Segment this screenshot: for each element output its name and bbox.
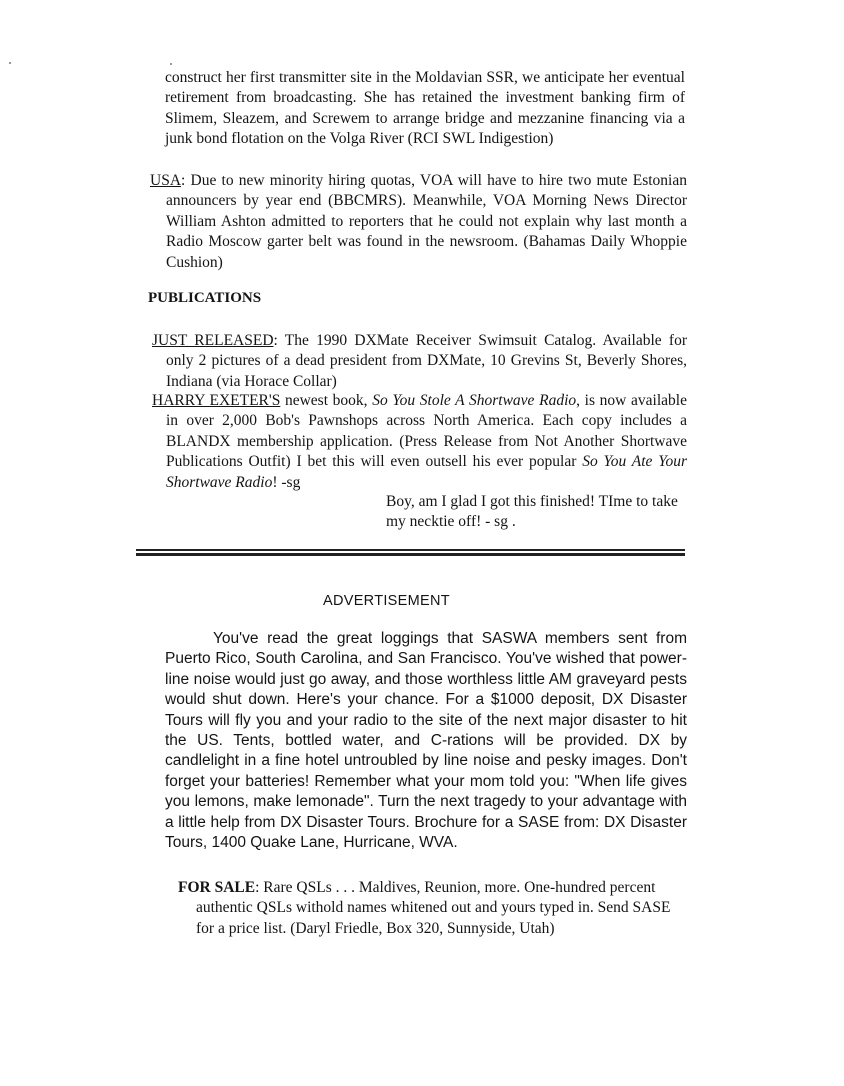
just-released-text: : The 1990 DXMate Receiver Swimsuit Catalog. Available for only 2 pictures of a dead president from DXMate, 10 Grevins St, Beverly Shores, Indiana (via Horace Collar) bbox=[166, 332, 687, 390]
advertisement-body bbox=[165, 629, 687, 853]
publication-item-harry-exeter bbox=[152, 391, 687, 493]
advertisement-text: You've read the great loggings that SASWA members sent from Puerto Rico, South Carolina, and San Francisco. You've wished that power-line noise would just go away, and those worthless little AM graveyard pests would shut down. Here's your chance. For a $1000 deposit, DX Disaster Tours will fly you and your radio to the site of the next major disaster to hit the US. Tents, bottled water, and C-rations will be provided. DX by candlelight in a fine hotel untroubled by line noise and pesky images. Don't forget your batteries! Remember what your mom told you: "When life gives you lemons, make lemonade". Turn the next tragedy to your advantage with a little help from DX Disaster Tours. Brochure for a SASE from: DX Disaster Tours, 1400 Quake Lane, Hurricane, WVA. bbox=[165, 630, 687, 852]
usa-label: USA bbox=[150, 172, 182, 189]
scan-speck bbox=[9, 62, 11, 64]
book-title-2: So You Ate Your Shortwave Radio bbox=[166, 453, 687, 491]
publications-heading: PUBLICATIONS bbox=[148, 290, 262, 306]
continued-paragraph: construct her first transmitter site in the Moldavian SSR, we anticipate her eventual retirement from broadcasting. She has retained the investment banking firm of Slimem, Sleazem, and Screwem to arrange bridge and mezzanine financing via a junk bond flotation on the Volga River (RCI SWL Indigestion) bbox=[165, 69, 685, 148]
harry-exeter-text-c: ! -sg bbox=[272, 473, 301, 491]
editor-note: Boy, am I glad I got this finished! TIme to take my necktie off! - sg . bbox=[386, 493, 678, 531]
publication-item-just-released bbox=[152, 331, 687, 392]
advertisement-title: ADVERTISEMENT bbox=[323, 593, 450, 609]
just-released-label: JUST RELEASED bbox=[152, 332, 274, 349]
scan-speck bbox=[170, 63, 172, 65]
section-divider bbox=[136, 549, 685, 556]
harry-exeter-label: HARRY EXETER'S bbox=[152, 392, 281, 409]
usa-news-item bbox=[150, 171, 687, 273]
for-sale-label: FOR SALE bbox=[178, 879, 256, 896]
for-sale-text: : Rare QSLs . . . Maldives, Reunion, more. One-hundred percent authentic QSLs withold names whitened out and yours typed in. Send SASE for a price list. (Daryl Friedle, Box 320, Sunnyside, Utah) bbox=[196, 879, 671, 937]
harry-exeter-text-b: , is now available in over 2,000 Bob's Pawnshops across North America. Each copy includes a BLANDX membership application. (Press Release from Not Another Shortwave Publications Outfit) I bet this will even outsell his ever popular bbox=[166, 392, 687, 471]
for-sale-item bbox=[178, 878, 688, 939]
usa-text: : Due to new minority hiring quotas, VOA will have to hire two mute Estonian announcers by year end (BBCMRS). Meanwhile, VOA Morning News Director William Ashton admitted to reporters that he could not explain why last month a Radio Moscow garter belt was found in the newsroom. (Bahamas Daily Whoppie Cushion) bbox=[166, 172, 687, 271]
book-title: So You Stole A Shortwave Radio bbox=[372, 392, 577, 409]
harry-exeter-text-a: newest book, bbox=[280, 392, 373, 409]
